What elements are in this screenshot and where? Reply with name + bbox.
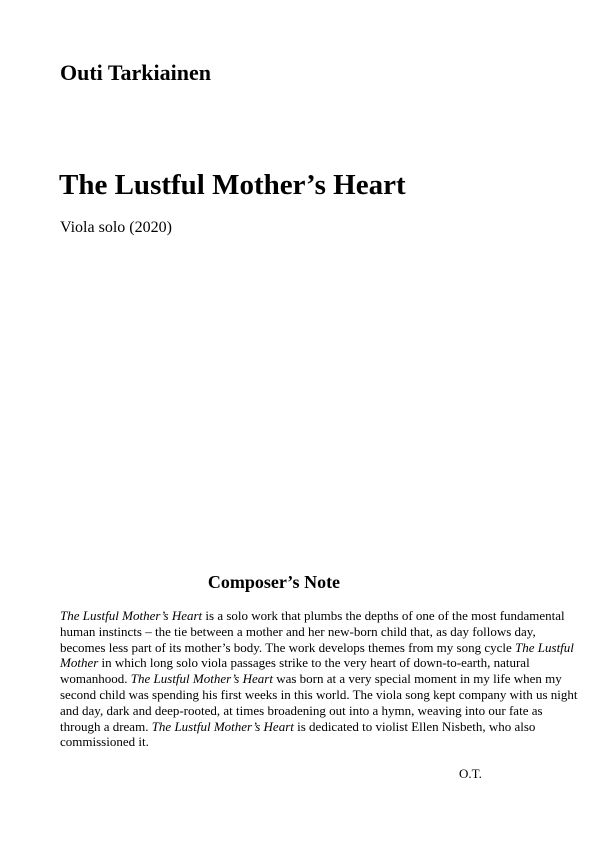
work-subtitle: Viola solo (2020): [60, 219, 172, 236]
note-line: [60, 671, 560, 687]
text-run: commissioned it.: [60, 734, 149, 750]
text-run: human instincts – the tie between a mother and her new-born child that, as day follows day,: [60, 623, 536, 639]
note-line: [60, 719, 560, 735]
text-run: through a dream.: [60, 718, 152, 734]
composers-note-body: [60, 608, 578, 750]
text-run: is dedicated to violist Ellen Nisbeth, who also: [293, 718, 536, 734]
note-line: [60, 655, 560, 671]
text-run: second child was spending his first weeks in this world. The viola song kept company with us night: [60, 686, 578, 702]
text-run: was born at a very special moment in my life when my: [272, 671, 562, 687]
note-line: [60, 624, 560, 640]
text-run: is a solo work that plumbs the depths of one of the most fundamental: [202, 608, 565, 623]
text-run: becomes less part of its mother’s body. The work develops themes from my song cycle: [60, 639, 516, 655]
note-line: [60, 703, 560, 719]
text-run: womanhood.: [60, 671, 131, 687]
text-run: and day, dark and deep-rooted, at times broadening out into a hymn, weaving into our fate as: [60, 702, 543, 718]
note-line: [60, 639, 574, 656]
note-line: [60, 608, 565, 624]
composer-name: Outi Tarkiainen: [60, 60, 212, 85]
italic-title-run: Mother: [60, 655, 99, 671]
signature-initials: O.T.: [459, 766, 482, 781]
work-title: The Lustful Mother’s Heart: [59, 169, 406, 201]
italic-title-run: The Lustful Mother’s Heart: [130, 671, 273, 687]
italic-title-run: The Lustful Mother’s Heart: [151, 718, 294, 734]
composers-note-heading: Composer’s Note: [207, 572, 341, 592]
note-line: [60, 734, 560, 750]
italic-title-run: The Lustful: [515, 639, 574, 655]
note-line: [60, 686, 578, 703]
text-run: in which long solo viola passages strike to the very heart of down-to-earth, natural: [98, 655, 530, 671]
italic-title-run: The Lustful Mother’s Heart: [60, 608, 203, 623]
